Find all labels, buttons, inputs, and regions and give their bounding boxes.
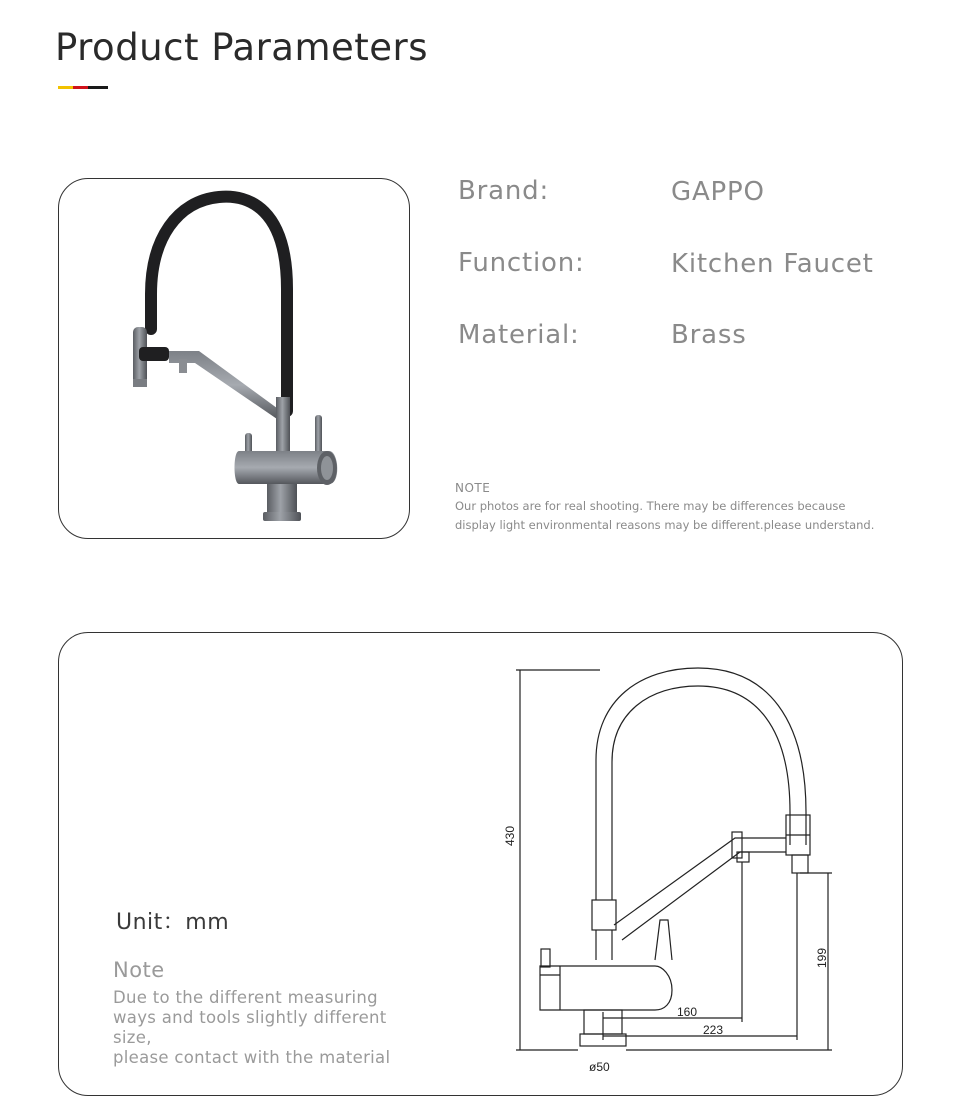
dimension-note-line-4: please contact with the material [113, 1048, 391, 1067]
photo-note-line-2: display light environmental reasons may be different.please understand. [455, 518, 875, 532]
product-photo-card [58, 178, 410, 539]
dimension-note-line-1: Due to the different measuring [113, 988, 378, 1007]
photo-note-line-1: Our photos are for real shooting. There may be differences because [455, 499, 846, 513]
accent-black [88, 86, 108, 89]
function-label: Function: [458, 248, 585, 278]
material-label: Material: [458, 320, 580, 350]
photo-note-title: NOTE [455, 481, 491, 495]
page-title: Product Parameters [55, 26, 429, 69]
dim-label-height: 430 [503, 825, 517, 846]
dim-label-reach-2: 223 [703, 1023, 724, 1037]
material-value: Brass [671, 320, 747, 350]
brand-label: Brand: [458, 176, 550, 206]
dimension-note-title: Note [113, 958, 165, 982]
dimension-note-line-2: ways and tools slightly different [113, 1008, 387, 1027]
accent-red [73, 86, 88, 89]
dim-label-spout-height: 199 [815, 947, 829, 968]
function-value: Kitchen Faucet [671, 249, 874, 279]
accent-yellow [58, 86, 73, 89]
dim-label-reach-1: 160 [677, 1005, 698, 1019]
faucet-photo [59, 179, 409, 538]
dimension-note-line-3: size, [113, 1028, 152, 1047]
unit-label: Unit：mm [116, 910, 230, 935]
dim-label-base-diameter: ø50 [589, 1060, 610, 1074]
title-accent-bar [58, 86, 108, 89]
brand-value: GAPPO [671, 177, 765, 207]
